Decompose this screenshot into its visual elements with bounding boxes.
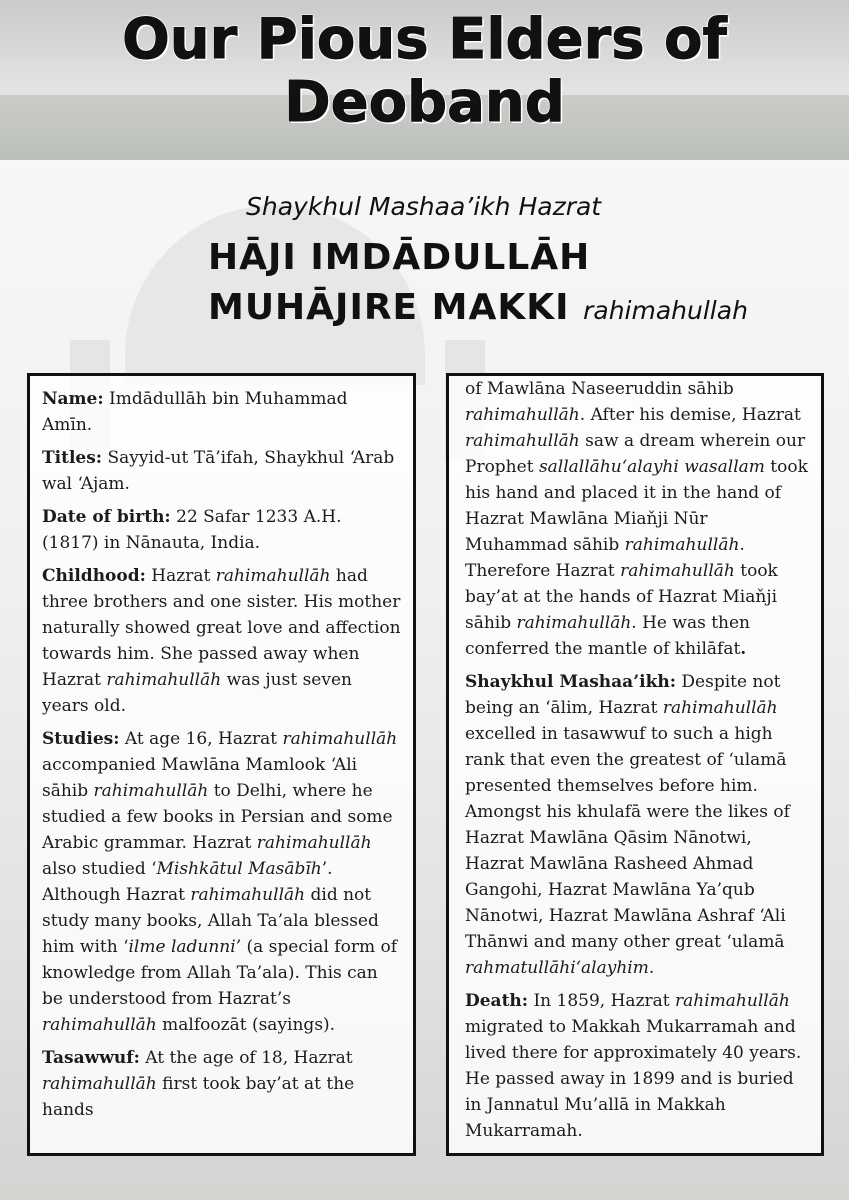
honorific: rahimahullāh [215, 566, 331, 586]
childhood-paragraph [42, 563, 401, 719]
studies-text-8: malfoozāt (sayings). [156, 1015, 336, 1035]
studies-text-6: did not study many books, Allah Ta’ala blessed him with ‘ [42, 885, 379, 957]
honorific: rahimahullāh [662, 698, 778, 718]
death-text-1: In 1859, Hazrat [528, 991, 676, 1011]
name-heading-line1: HĀJI IMDĀDULLĀH [208, 237, 591, 278]
tasawwuf-label: Tasawwuf: [42, 1048, 140, 1068]
right-column-box [446, 373, 824, 1156]
name-paragraph [42, 386, 401, 438]
salutation: sallallāhu‘alayhi wasallam [538, 457, 765, 477]
cont-text-6: took bay’at at the hands of Hazrat Miaňji sāhib [465, 561, 778, 633]
dob-value: 22 Safar 1233 A.H. (1817) in Nānauta, India. [42, 507, 342, 553]
honorific: rahimahullāh [93, 781, 209, 801]
cont-text-3: saw a dream wherein our Prophet [465, 431, 806, 477]
studies-label: Studies: [42, 729, 120, 749]
name-heading-line2-text: MUHĀJIRE MAKKI [208, 287, 570, 328]
childhood-text-3: was just seven years old. [42, 670, 352, 716]
cont-text-5: . Therefore Hazrat [465, 535, 745, 581]
cont-text-4: took his hand and placed it in the hand of Hazrat Mawlāna Miaňji Nūr Muhammad sāhib [465, 457, 808, 555]
shaykhul-mashaaikh-paragraph [465, 669, 811, 981]
dob-paragraph [42, 504, 401, 556]
studies-text-7: (a special form of knowledge from Allah Ta’ala). This can be understood from Hazrat’s [42, 937, 397, 1009]
childhood-label: Childhood: [42, 566, 146, 586]
cont-text-2: . After his demise, Hazrat [579, 405, 801, 425]
studies-paragraph [42, 726, 401, 1038]
shaykh-text-2: excelled in tasawwuf to such a high rank that even the greatest of ‘ulamā presented themselves before him. Amongst his khulafā were the likes of Hazrat Mawlāna Qāsim Nānotwi, Hazrat Mawlāna Rasheed Ahmad Gangohi, Hazrat Mawlāna Ya’qub Nānotwi, Hazrat Mawlāna Ashraf ‘Ali Thānwi and many other great ‘ulamā [465, 724, 790, 952]
ilme-ladunni-term: ilme ladunni’ [128, 937, 242, 957]
honorific: rahimahullāh [282, 729, 398, 749]
honorific: rahimahullāh [620, 561, 735, 581]
honorific: rahimahullāh [256, 833, 372, 853]
death-label: Death: [465, 991, 529, 1011]
honorific: rahimahullāh [465, 405, 580, 425]
cont-text-7: He was then conferred the mantle of khilāfat [465, 613, 751, 659]
honorific: rahimahullāh [675, 991, 790, 1011]
name-suffix: rahimahullah [583, 296, 748, 325]
tasawwuf-continued-paragraph [465, 376, 811, 662]
studies-text-3: to Delhi, where he studied a few books in Persian and some Arabic grammar. Hazrat [42, 781, 393, 853]
studies-text-5: ’. Although Hazrat [42, 859, 333, 905]
name-value: Imdādullāh bin Muhammad Amīn. [42, 389, 348, 435]
cont-period: . [740, 639, 747, 659]
honorific: rahimahullāh [42, 1015, 157, 1035]
honorific: rahimahullāh [42, 1074, 157, 1094]
shaykh-label: Shaykhul Mashaa’ikh: [465, 672, 676, 692]
honorific: rahimahullāh. [516, 613, 637, 633]
honorific: rahimahullāh [465, 431, 580, 451]
name-heading-line2 [208, 287, 748, 328]
studies-text-2: accompanied Mawlāna Mamlook ‘Ali sāhib [42, 755, 358, 801]
page-title: Our Pious Elders of Deoband [122, 7, 727, 135]
studies-text-1: At age 16, Hazrat [119, 729, 283, 749]
cont-text-1: of Mawlāna Naseeruddin sāhib [465, 379, 734, 399]
childhood-text-1: Hazrat [145, 566, 216, 586]
tasawwuf-paragraph [42, 1045, 401, 1123]
shaykh-text-1: Despite not being an ‘ālim, Hazrat [465, 672, 781, 718]
name-label: Name: [42, 389, 104, 409]
subtitle: Shaykhul Mashaa’ikh Hazrat [246, 192, 602, 221]
studies-text-4: also studied ‘ [42, 859, 157, 879]
titles-paragraph [42, 445, 401, 497]
titles-value: Sayyid-ut Tā’ifah, Shaykhul ‘Arab wal ‘Ajam. [42, 448, 395, 494]
honorific: rahimahullāh [106, 670, 222, 690]
honorific-plural: rahmatullāhi‘alayhim. [465, 958, 655, 978]
honorific: rahimahullāh [190, 885, 306, 905]
tasawwuf-text-2: first took bay’at at the hands [42, 1074, 355, 1120]
titles-label: Titles: [42, 448, 103, 468]
honorific: rahimahullāh [624, 535, 740, 555]
death-text-2: migrated to Makkah Mukarramah and lived there for approximately 40 years. He passed away in 1899 and is buried in Jannatul Mu’allā in Makkah Mukarramah. [465, 1017, 802, 1141]
dob-label: Date of birth: [42, 507, 171, 527]
book-title: Mishkātul Masābīh [156, 859, 322, 879]
childhood-text-2: had three brothers and one sister. His mother naturally showed great love and affection towards him. She passed away when Hazrat [42, 566, 401, 690]
left-column-box [27, 373, 416, 1156]
tasawwuf-text-1: At the age of 18, Hazrat [139, 1048, 353, 1068]
death-paragraph [465, 988, 811, 1144]
